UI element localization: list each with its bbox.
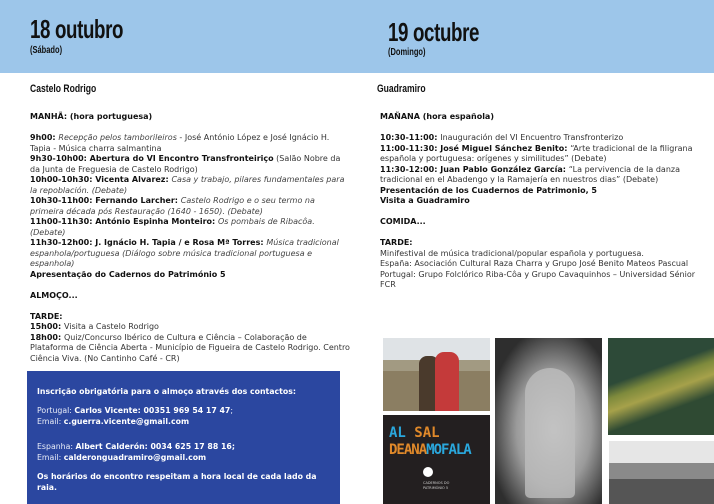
morning-list (30, 133, 350, 280)
item-title: 11:30-12:00: Juan Pablo González García: (380, 164, 569, 174)
pt-email-link[interactable]: c.guerra.vicente@gmail.com (63, 417, 190, 426)
poster-word: SAL (414, 425, 440, 441)
morning-heading: MAÑANA (hora española) (380, 112, 494, 121)
poster-caption: CADERNOS DO PATRIMÓNIO 5 (423, 481, 450, 490)
poster-dot (423, 467, 433, 477)
program-item (380, 259, 700, 270)
item-text: Inauguración del VI Encuentro Transfronterizo (440, 133, 624, 142)
morning-heading: MANHÃ: (hora portuguesa) (30, 112, 153, 121)
item-text: Castelo Rodrigo e o seu termo na primeira década pós Restauração (1640 - 1650). (Debate) (30, 196, 315, 216)
item-title: 11h30-12h00: J. Ignácio H. Tapia / e Rosa Mª Torres: (30, 238, 267, 247)
right-program (380, 112, 700, 291)
program-item (380, 249, 700, 260)
group-photo (609, 441, 714, 504)
contact-box (27, 371, 340, 504)
pt-email-label: Email: (37, 417, 64, 426)
poster-word: MOFALA (426, 442, 471, 458)
es-label: Espanha: (37, 442, 76, 451)
program-item (380, 196, 700, 207)
item-title: 9h30-10h00: Abertura do VI Encontro Transfronteiriço (30, 154, 274, 163)
item-title: Presentación de los Cuadernos de Patrimonio, 5 (380, 185, 597, 195)
item-title: 18h00: (30, 332, 64, 342)
item-text: Visita a Castelo Rodrigo (63, 322, 159, 331)
afternoon-list (380, 249, 700, 291)
item-title: Apresentação do Cadernos do Património 5 (30, 269, 226, 279)
book-cover-poster (383, 415, 490, 504)
item-title: 10h00-10h30: Vicenta Alvarez: (30, 175, 172, 184)
couple-photo (383, 338, 490, 411)
program-item (380, 270, 700, 291)
pt-label: Portugal: (37, 406, 75, 415)
left-date: 18 outubro (30, 14, 124, 44)
spinning-woman-etching (495, 338, 602, 504)
lunch-heading: COMIDA... (380, 217, 426, 226)
program-item (380, 186, 700, 197)
program-item (30, 154, 350, 175)
program-item (30, 322, 350, 333)
left-day: (Sábado) (30, 45, 63, 56)
program-item (30, 333, 350, 365)
es-contact: Albert Calderón: 0034 625 17 88 16; (75, 442, 235, 451)
afternoon-heading: TARDE: (30, 311, 63, 321)
viaduct-landscape-photo (608, 338, 714, 435)
program-item (380, 133, 700, 144)
pt-contact: Carlos Vicente: 00351 969 54 17 47 (74, 406, 231, 415)
item-text: Música tradicional espanhola/portuguesa (Diálogo sobre música tradicional portuguesa e espanhola) (30, 238, 339, 268)
item-title: Visita a Guadramiro (380, 196, 470, 205)
item-text: Recepção pelos tamborileiros (58, 133, 177, 142)
item-text: Os pombais de Ribacôa. (Debate) (30, 217, 315, 237)
es-email-link[interactable]: calderonguadramiro@gmail.com (63, 453, 207, 462)
item-text: (Salão Nobre da da Junta de Freguesia de Castelo Rodrigo) (30, 154, 341, 174)
lunch-heading: ALMOÇO... (30, 290, 78, 300)
item-title: 10:30-11:00: (380, 133, 441, 142)
item-text: Minifestival de música tradicional/popular española y portuguesa. (380, 248, 644, 258)
program-item (30, 238, 350, 270)
item-text: “La pervivencia de la danza tradicional en el Abadengo y la Ramajería en nuestros dias” (Debate) (380, 164, 680, 184)
contact-heading: Inscrição obrigatória para o almoço através dos contactos: (37, 387, 296, 396)
right-date: 19 octubre (388, 17, 480, 47)
program-item (380, 144, 700, 165)
item-title: 11h00-11h30: António Espinha Monteiro: (30, 217, 218, 226)
program-item (380, 165, 700, 186)
timezone-note: Os horários do encontro respeitam a hora local de cada lado da raia. (37, 472, 317, 492)
item-text: Quiz/Concurso Ibérico de Cultura e Ciência – Colaboração de Plataforma de Ciência Aberta - Município de Figueira de Castelo Rodrigo. Centro Ciência Viva. (No Cantinho Café - CR) (30, 332, 350, 363)
item-title: 9h00: (30, 133, 59, 142)
pt-sep: ; (230, 406, 233, 415)
program-item (30, 270, 350, 281)
item-text: - José António López e José Ignácio H. Tapia - Música charra salmantina (30, 133, 330, 153)
item-title: 10h30-11h00: Fernando Larcher: (30, 196, 181, 205)
morning-list (380, 133, 700, 207)
item-title: 11:00-11:30: José Miguel Sánchez Benito: (380, 143, 571, 153)
afternoon-heading: TARDE: (380, 238, 413, 247)
poster-word: DEANA (389, 442, 427, 458)
program-item (30, 175, 350, 196)
program-item (30, 217, 350, 238)
left-place: Castelo Rodrigo (30, 83, 97, 95)
item-text: Casa y trabajo, pilares fundamentales para la repoblación. (Debate) (30, 175, 345, 195)
right-day: (Domingo) (388, 47, 426, 58)
program-item (30, 196, 350, 217)
item-text: España: Asociación Cultural Raza Charra y Grupo José Benito Mateos Pascual (380, 259, 689, 268)
es-email-label: Email: (37, 453, 64, 462)
item-text: “Arte tradicional de la filigrana española y portuguesa: orígenes y similitudes” (Debate) (380, 143, 693, 163)
item-title: 15h00: (30, 322, 64, 331)
item-text: Portugal: Grupo Folclórico Riba-Côa y Grupo Cavaquinhos – Universidad Sénior FCR (380, 269, 696, 289)
afternoon-list (30, 322, 350, 364)
left-program (30, 112, 350, 364)
program-item (30, 133, 350, 154)
poster-word: AL (389, 425, 406, 441)
right-place: Guadramiro (377, 83, 426, 95)
